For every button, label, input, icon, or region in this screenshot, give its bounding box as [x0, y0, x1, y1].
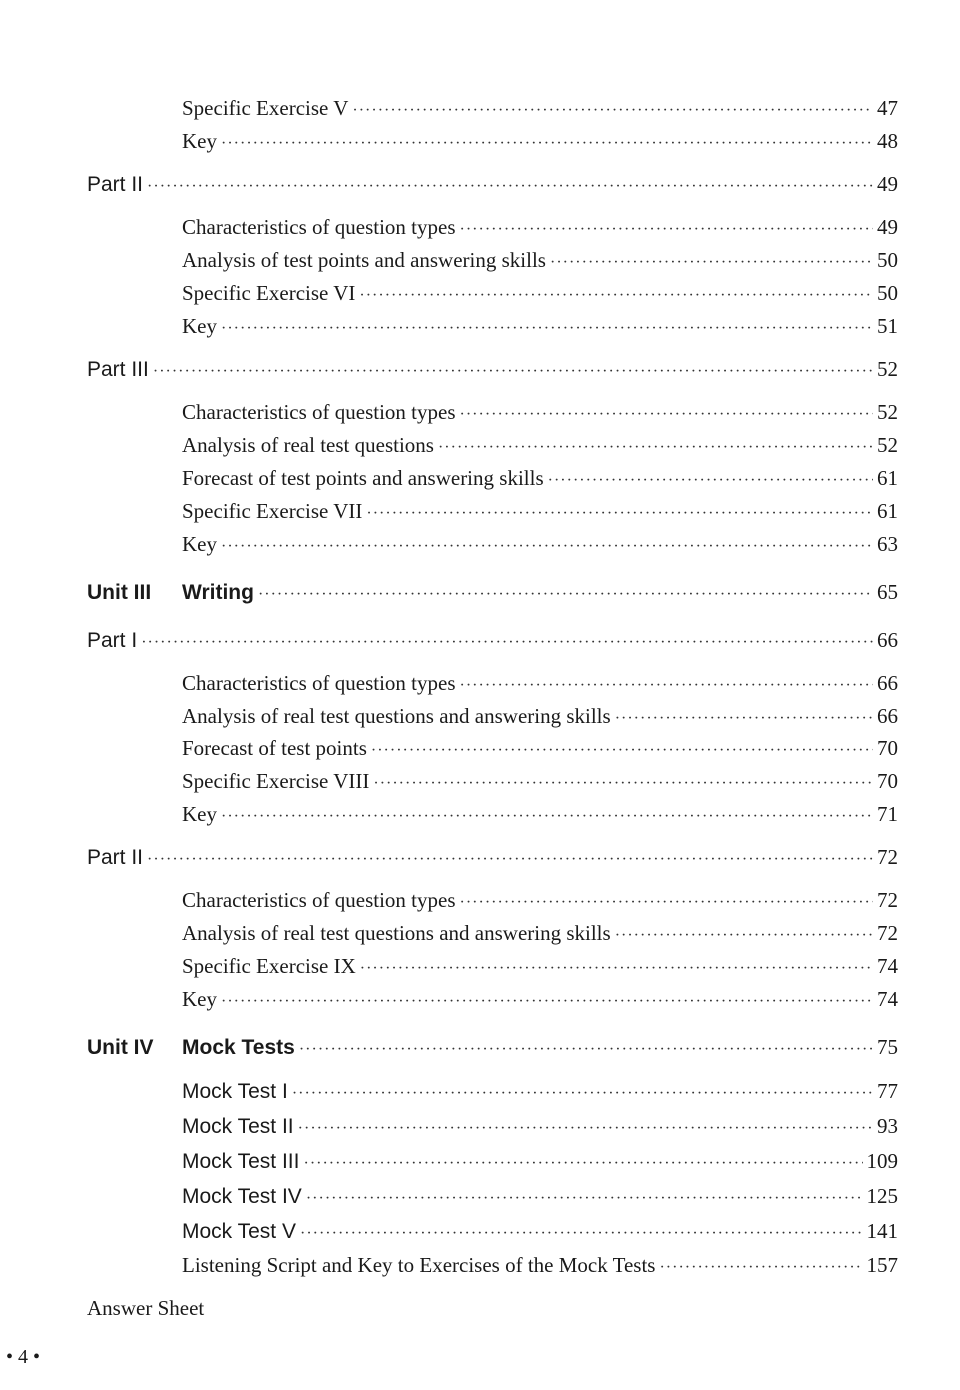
page-ref: 72	[877, 921, 898, 945]
dot-leader	[147, 851, 873, 869]
toc-entry	[182, 802, 898, 827]
entry-title: Mock Test V	[182, 1220, 296, 1243]
entry-title: Characteristics of question types	[182, 400, 456, 424]
unit-title: Mock Tests	[182, 1036, 295, 1059]
dot-leader	[615, 710, 873, 728]
dot-leader	[300, 1225, 863, 1243]
page-ref: 75	[877, 1035, 898, 1059]
page-ref: 50	[877, 281, 898, 305]
toc-entry	[87, 628, 898, 653]
entry-title: Listening Script and Key to Exercises of the Mock Tests	[182, 1253, 656, 1277]
dot-leader	[460, 221, 873, 239]
toc-entry	[182, 736, 898, 761]
toc-entry	[182, 1184, 898, 1209]
toc-entry	[182, 671, 898, 696]
toc-entry	[182, 532, 898, 557]
toc-entry	[87, 357, 898, 382]
dot-leader	[299, 1041, 873, 1059]
page-ref: 71	[877, 802, 898, 826]
entry-title: Specific Exercise V	[182, 96, 349, 120]
toc-entry	[182, 921, 898, 946]
toc-entry	[182, 400, 898, 425]
toc-entry	[182, 1149, 898, 1174]
dot-leader	[460, 406, 873, 424]
toc-entry	[182, 1219, 898, 1244]
toc-entry	[87, 1296, 204, 1321]
toc-entry	[182, 96, 898, 121]
toc-entry	[182, 215, 898, 240]
entry-title: Analysis of real test questions and answering skills	[182, 704, 611, 728]
page-ref: 77	[877, 1079, 898, 1103]
entry-title: Specific Exercise VIII	[182, 769, 370, 793]
page-ref: 72	[877, 845, 898, 869]
toc-entry	[87, 1035, 898, 1060]
toc-entry	[182, 314, 898, 339]
dot-leader	[371, 742, 873, 760]
page-ref: 72	[877, 888, 898, 912]
entry-title: Key	[182, 532, 217, 556]
entry-title: Analysis of real test questions	[182, 433, 434, 457]
dot-leader	[147, 178, 873, 196]
dot-leader	[258, 586, 873, 604]
dot-leader	[292, 1085, 873, 1103]
page-ref: 66	[877, 628, 898, 652]
dot-leader	[659, 1259, 862, 1277]
toc-entry	[182, 987, 898, 1012]
entry-title: Specific Exercise IX	[182, 954, 356, 978]
page-ref: 48	[877, 129, 898, 153]
toc-entry	[87, 845, 898, 870]
page-ref: 49	[877, 215, 898, 239]
dot-leader	[460, 894, 873, 912]
dot-leader	[438, 439, 873, 457]
page-ref: 74	[877, 954, 898, 978]
page-ref: 52	[877, 400, 898, 424]
page-ref: 65	[877, 580, 898, 604]
entry-title: Analysis of real test questions and answering skills	[182, 921, 611, 945]
part-title: Part II	[87, 846, 144, 869]
page-ref: 66	[877, 671, 898, 695]
entry-title: Forecast of test points	[182, 736, 367, 760]
page-ref: 74	[877, 987, 898, 1011]
dot-leader	[221, 993, 873, 1011]
page-ref: 66	[877, 704, 898, 728]
part-title: Part II	[87, 173, 144, 196]
toc-entry	[87, 580, 898, 605]
entry-title: Key	[182, 314, 217, 338]
page-number: • 4 •	[6, 1346, 41, 1368]
entry-title: Analysis of test points and answering skills	[182, 248, 546, 272]
entry-title: Specific Exercise VII	[182, 499, 363, 523]
entry-title: Key	[182, 802, 217, 826]
toc-entry	[182, 248, 898, 273]
page-ref: 125	[866, 1184, 898, 1208]
entry-title: Mock Test I	[182, 1080, 288, 1103]
dot-leader	[548, 472, 873, 490]
toc-entry	[182, 129, 898, 154]
part-title: Part III	[87, 358, 149, 381]
page-ref: 70	[877, 769, 898, 793]
toc-entry	[182, 1253, 898, 1278]
page-ref: 70	[877, 736, 898, 760]
page-ref: 52	[877, 433, 898, 457]
page-ref: 51	[877, 314, 898, 338]
dot-leader	[373, 775, 873, 793]
dot-leader	[298, 1120, 873, 1138]
toc-entry	[87, 172, 898, 197]
dot-leader	[460, 677, 873, 695]
dot-leader	[352, 102, 873, 120]
toc-entry	[182, 769, 898, 794]
page-ref: 49	[877, 172, 898, 196]
page-ref: 157	[866, 1253, 898, 1277]
page-ref: 47	[877, 96, 898, 120]
dot-leader	[221, 808, 873, 826]
dot-leader	[359, 287, 873, 305]
dot-leader	[141, 634, 873, 652]
unit-label: Unit IV	[87, 1036, 154, 1059]
dot-leader	[303, 1155, 862, 1173]
toc-entry	[182, 466, 898, 491]
toc-entry	[182, 1114, 898, 1139]
page-ref: 141	[866, 1219, 898, 1243]
entry-title: Key	[182, 987, 217, 1011]
entry-title: Forecast of test points and answering skills	[182, 466, 544, 490]
toc-entry	[182, 954, 898, 979]
dot-leader	[360, 960, 873, 978]
dot-leader	[366, 505, 873, 523]
entry-title: Characteristics of question types	[182, 888, 456, 912]
page-ref: 109	[866, 1149, 898, 1173]
entry-title: Characteristics of question types	[182, 671, 456, 695]
dot-leader	[615, 927, 873, 945]
dot-leader	[221, 320, 873, 338]
dot-leader	[306, 1190, 863, 1208]
unit-label: Unit III	[87, 581, 152, 604]
entry-title: Answer Sheet	[87, 1296, 205, 1320]
toc-entry	[182, 281, 898, 306]
toc-entry	[182, 704, 898, 729]
entry-title: Specific Exercise VI	[182, 281, 356, 305]
dot-leader	[221, 538, 873, 556]
page-ref: 63	[877, 532, 898, 556]
entry-title: Mock Test II	[182, 1115, 294, 1138]
page-ref: 52	[877, 357, 898, 381]
toc-entry	[182, 1079, 898, 1104]
dot-leader	[153, 363, 873, 381]
entry-title: Mock Test III	[182, 1150, 300, 1173]
page-ref: 50	[877, 248, 898, 272]
page-ref: 61	[877, 466, 898, 490]
dot-leader	[221, 135, 873, 153]
toc-entry	[182, 499, 898, 524]
page-ref: 93	[877, 1114, 898, 1138]
toc-entry	[182, 888, 898, 913]
dot-leader	[550, 254, 873, 272]
toc-entry	[182, 433, 898, 458]
page-ref: 61	[877, 499, 898, 523]
unit-title: Writing	[182, 581, 254, 604]
entry-title: Characteristics of question types	[182, 215, 456, 239]
part-title: Part I	[87, 629, 138, 652]
entry-title: Key	[182, 129, 217, 153]
entry-title: Mock Test IV	[182, 1185, 302, 1208]
